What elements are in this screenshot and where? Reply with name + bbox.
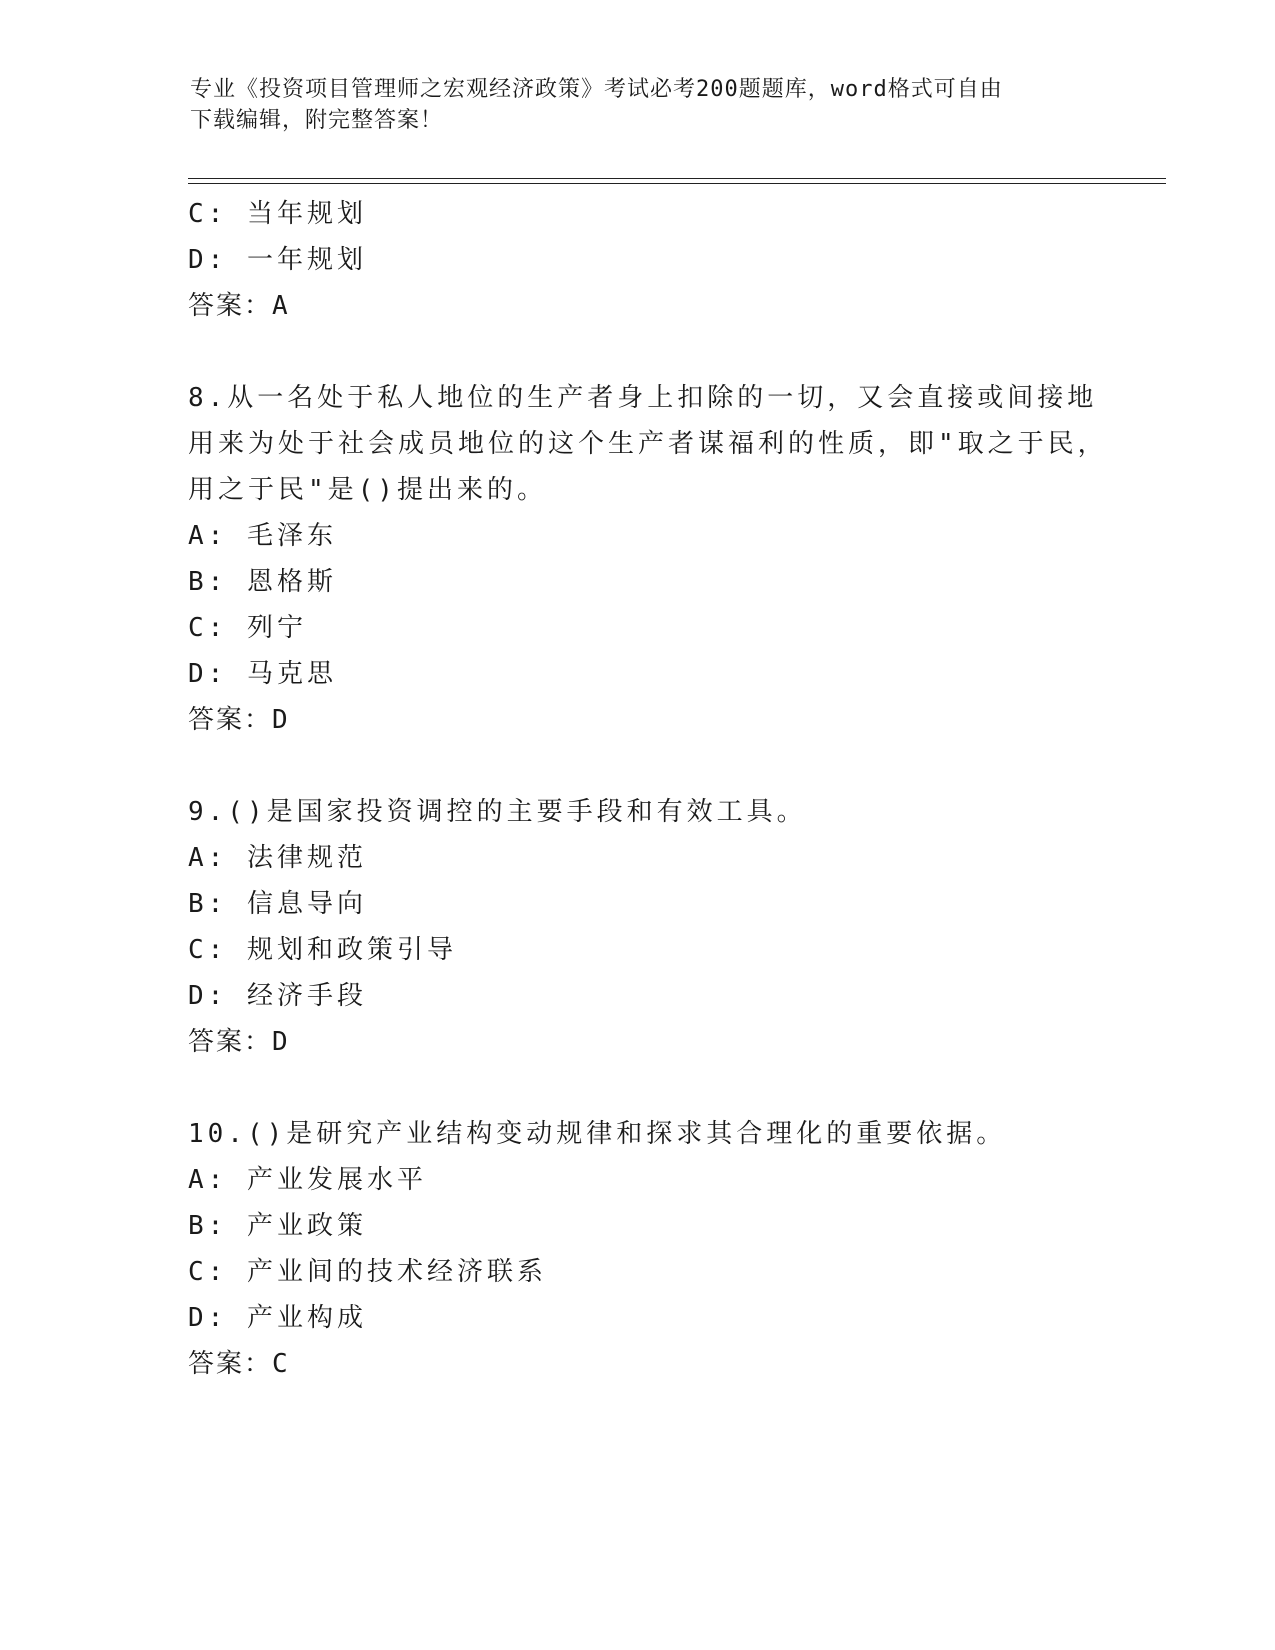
answer: 答案：D <box>188 1027 290 1057</box>
question-8 <box>188 375 1108 743</box>
option-a: A: 产业发展水平 <box>188 1165 427 1195</box>
header-line-1: 专业《投资项目管理师之宏观经济政策》考试必考200题题库，word格式可自由 <box>190 77 1003 102</box>
question-text-line: 用来为处于社会成员地位的这个生产者谋福利的性质，即"取之于民， <box>188 429 1108 459</box>
answer: 答案：D <box>188 705 290 735</box>
previous-question-tail <box>188 191 1088 329</box>
header-rule-bottom <box>188 183 1166 184</box>
option-a: A: 法律规范 <box>188 843 367 873</box>
option-b: B: 信息导向 <box>188 889 367 919</box>
document-header <box>190 74 1070 136</box>
question-9 <box>188 789 1088 1065</box>
question-10 <box>188 1111 1088 1387</box>
option-c: C: 规划和政策引导 <box>188 935 457 965</box>
document-body <box>188 191 1108 1387</box>
option-a: A: 毛泽东 <box>188 521 337 551</box>
answer: 答案：C <box>188 1349 290 1379</box>
option-d: D: 产业构成 <box>188 1303 367 1333</box>
question-text-line: 8.从一名处于私人地位的生产者身上扣除的一切，又会直接或间接地 <box>188 383 1098 413</box>
header-line-2: 下载编辑，附完整答案！ <box>190 108 444 133</box>
option-c: C: 当年规划 <box>188 199 367 229</box>
option-c: C: 产业间的技术经济联系 <box>188 1257 547 1287</box>
option-d: D: 马克思 <box>188 659 337 689</box>
option-b: B: 产业政策 <box>188 1211 367 1241</box>
answer: 答案：A <box>188 291 290 321</box>
header-rule-top <box>188 178 1166 179</box>
option-d: D: 一年规划 <box>188 245 367 275</box>
question-text-line: 用之于民"是()提出来的。 <box>188 475 547 505</box>
option-d: D: 经济手段 <box>188 981 367 1011</box>
option-c: C: 列宁 <box>188 613 307 643</box>
question-text-line: 9.()是国家投资调控的主要手段和有效工具。 <box>188 797 807 827</box>
option-b: B: 恩格斯 <box>188 567 337 597</box>
question-text-line: 10.()是研究产业结构变动规律和探求其合理化的重要依据。 <box>188 1119 1007 1149</box>
